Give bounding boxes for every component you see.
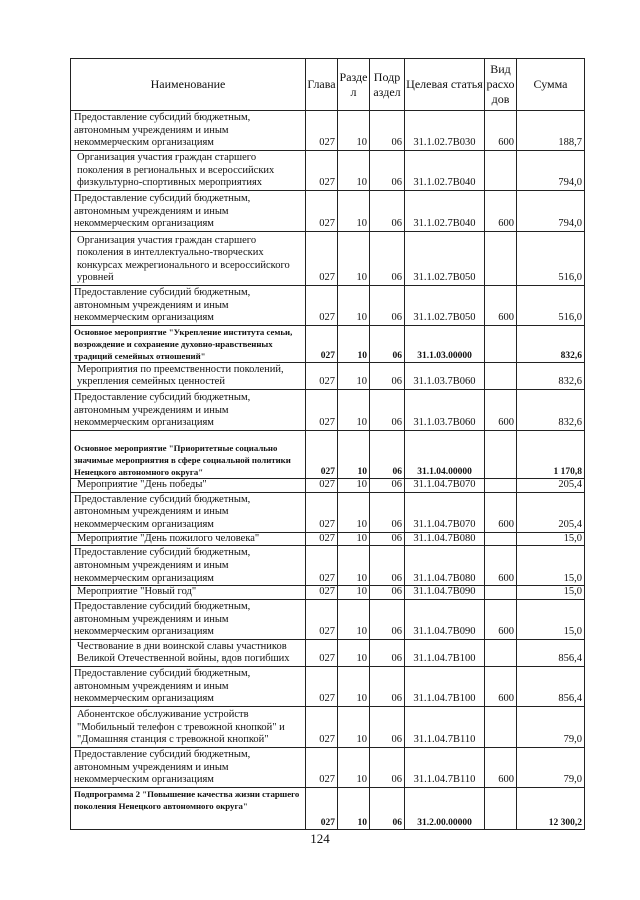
row-razdel: 10 — [338, 492, 370, 532]
row-sum: 1 170,8 — [517, 431, 585, 479]
row-name: Мероприятие "День победы" — [71, 479, 306, 493]
row-razdel: 10 — [338, 390, 370, 431]
row-target: 31.1.02.7В040 — [405, 191, 485, 232]
row-target: 31.1.04.00000 — [405, 431, 485, 479]
row-razdel: 10 — [338, 479, 370, 493]
row-podrazdel: 06 — [370, 532, 405, 546]
row-name: Мероприятие "День пожилого человека" — [71, 532, 306, 546]
table-row — [71, 111, 585, 151]
row-razdel: 10 — [338, 232, 370, 286]
row-name: Предоставление субсидий бюджетным, автономным учреждениям и иным некоммерческим организациям — [71, 546, 306, 586]
table-row — [71, 390, 585, 431]
row-razdel: 10 — [338, 363, 370, 390]
row-target: 31.1.04.7В090 — [405, 586, 485, 600]
row-podrazdel: 06 — [370, 479, 405, 493]
row-vid — [485, 706, 517, 747]
row-target: 31.1.02.7В030 — [405, 111, 485, 151]
row-name: Мероприятие "Новый год" — [71, 586, 306, 600]
row-razdel: 10 — [338, 747, 370, 787]
row-razdel: 10 — [338, 639, 370, 666]
row-name: Предоставление субсидий бюджетным, автономным учреждениям и иным некоммерческим организациям — [71, 599, 306, 639]
row-glava: 027 — [306, 599, 338, 639]
row-glava: 027 — [306, 787, 338, 829]
row-vid — [485, 586, 517, 600]
row-razdel: 10 — [338, 431, 370, 479]
header-row — [71, 59, 585, 111]
row-vid — [485, 639, 517, 666]
row-vid: 600 — [485, 191, 517, 232]
row-sum: 794,0 — [517, 151, 585, 191]
row-name: Основное мероприятие "Укрепление института семьи, возрождение и сохранение духовно-нравственных традиций семейных отношений" — [71, 326, 306, 363]
row-target: 31.1.04.7В090 — [405, 599, 485, 639]
row-vid — [485, 532, 517, 546]
row-name: Предоставление субсидий бюджетным, автономным учреждениям и иным некоммерческим организациям — [71, 492, 306, 532]
row-name: Предоставление субсидий бюджетным, автономным учреждениям и иным некоммерческим организациям — [71, 111, 306, 151]
row-vid: 600 — [485, 286, 517, 326]
row-glava: 027 — [306, 111, 338, 151]
table-row — [71, 363, 585, 390]
row-podrazdel: 06 — [370, 639, 405, 666]
table-row — [71, 151, 585, 191]
row-podrazdel: 06 — [370, 666, 405, 706]
row-sum: 205,4 — [517, 492, 585, 532]
row-razdel: 10 — [338, 787, 370, 829]
row-razdel: 10 — [338, 532, 370, 546]
header-vid: Вид расхо дов — [485, 59, 517, 111]
table-row — [71, 232, 585, 286]
table-row — [71, 546, 585, 586]
row-sum: 516,0 — [517, 286, 585, 326]
row-vid: 600 — [485, 390, 517, 431]
row-razdel: 10 — [338, 546, 370, 586]
row-sum: 832,6 — [517, 326, 585, 363]
row-glava: 027 — [306, 232, 338, 286]
row-name: Абонентское обслуживание устройств "Мобильный телефон с тревожной кнопкой" и "Домашняя станция с тревожной кнопкой" — [71, 706, 306, 747]
row-sum: 15,0 — [517, 586, 585, 600]
row-glava: 027 — [306, 532, 338, 546]
row-podrazdel: 06 — [370, 151, 405, 191]
table-row — [71, 666, 585, 706]
row-podrazdel: 06 — [370, 431, 405, 479]
row-podrazdel: 06 — [370, 492, 405, 532]
row-target: 31.1.03.7В060 — [405, 390, 485, 431]
row-target: 31.1.04.7В070 — [405, 479, 485, 493]
row-vid: 600 — [485, 111, 517, 151]
row-glava: 027 — [306, 706, 338, 747]
row-target: 31.1.03.00000 — [405, 326, 485, 363]
row-target: 31.1.04.7В080 — [405, 546, 485, 586]
table-row — [71, 492, 585, 532]
table-row — [71, 706, 585, 747]
row-podrazdel: 06 — [370, 586, 405, 600]
row-target: 31.2.00.00000 — [405, 787, 485, 829]
row-razdel: 10 — [338, 706, 370, 747]
table-row-main-activity — [71, 326, 585, 363]
row-glava: 027 — [306, 586, 338, 600]
row-vid — [485, 326, 517, 363]
row-glava: 027 — [306, 479, 338, 493]
row-podrazdel: 06 — [370, 363, 405, 390]
row-sum: 15,0 — [517, 532, 585, 546]
row-sum: 79,0 — [517, 747, 585, 787]
row-podrazdel: 06 — [370, 111, 405, 151]
row-name: Подпрограмма 2 "Повышение качества жизни старшего поколения Ненецкого автономного округа" — [71, 787, 306, 829]
row-sum: 15,0 — [517, 599, 585, 639]
row-name: Предоставление субсидий бюджетным, автономным учреждениям и иным некоммерческим организациям — [71, 191, 306, 232]
row-vid — [485, 232, 517, 286]
table-row — [71, 586, 585, 600]
row-glava: 027 — [306, 431, 338, 479]
row-target: 31.1.04.7В100 — [405, 639, 485, 666]
table-row — [71, 479, 585, 493]
row-podrazdel: 06 — [370, 191, 405, 232]
row-glava: 027 — [306, 191, 338, 232]
row-name: Предоставление субсидий бюджетным, автономным учреждениям и иным некоммерческим организациям — [71, 286, 306, 326]
header-glava: Глава — [306, 59, 338, 111]
row-podrazdel: 06 — [370, 747, 405, 787]
row-sum: 516,0 — [517, 232, 585, 286]
table-row — [71, 191, 585, 232]
row-name: Основное мероприятие "Приоритетные социально значимые мероприятия в сфере социальной политики Ненецкого автономного округа" — [71, 431, 306, 479]
row-glava: 027 — [306, 666, 338, 706]
header-sum: Сумма — [517, 59, 585, 111]
row-podrazdel: 06 — [370, 286, 405, 326]
row-sum: 15,0 — [517, 546, 585, 586]
row-target: 31.1.04.7В100 — [405, 666, 485, 706]
row-sum: 856,4 — [517, 666, 585, 706]
row-name: Организация участия граждан старшего поколения в интеллектуально-творческих конкурсах межрегионального и всероссийского уровней — [71, 232, 306, 286]
row-name: Организация участия граждан старшего поколения в региональных и всероссийских физкультурно-спортивных мероприятиях — [71, 151, 306, 191]
row-target: 31.1.02.7В040 — [405, 151, 485, 191]
row-razdel: 10 — [338, 599, 370, 639]
table-row-main-activity — [71, 431, 585, 479]
row-target: 31.1.04.7В070 — [405, 492, 485, 532]
table-row — [71, 639, 585, 666]
row-sum: 856,4 — [517, 639, 585, 666]
row-glava: 027 — [306, 492, 338, 532]
row-name: Предоставление субсидий бюджетным, автономным учреждениям и иным некоммерческим организациям — [71, 390, 306, 431]
table-row — [71, 599, 585, 639]
row-vid: 600 — [485, 599, 517, 639]
row-razdel: 10 — [338, 191, 370, 232]
row-razdel: 10 — [338, 111, 370, 151]
row-razdel: 10 — [338, 586, 370, 600]
row-sum: 832,6 — [517, 390, 585, 431]
row-podrazdel: 06 — [370, 390, 405, 431]
row-podrazdel: 06 — [370, 787, 405, 829]
row-vid: 600 — [485, 492, 517, 532]
row-vid: 600 — [485, 546, 517, 586]
row-target: 31.1.04.7В110 — [405, 706, 485, 747]
row-vid: 600 — [485, 666, 517, 706]
row-podrazdel: 06 — [370, 706, 405, 747]
row-razdel: 10 — [338, 151, 370, 191]
row-podrazdel: 06 — [370, 326, 405, 363]
page-number: 124 — [310, 831, 330, 846]
row-sum: 794,0 — [517, 191, 585, 232]
row-target: 31.1.02.7В050 — [405, 232, 485, 286]
header-podrazdel: Подр аздел — [370, 59, 405, 111]
row-razdel: 10 — [338, 286, 370, 326]
row-target: 31.1.02.7В050 — [405, 286, 485, 326]
row-name: Предоставление субсидий бюджетным, автономным учреждениям и иным некоммерческим организациям — [71, 666, 306, 706]
row-sum: 205,4 — [517, 479, 585, 493]
header-target: Целевая статья — [405, 59, 485, 111]
row-name: Предоставление субсидий бюджетным, автономным учреждениям и иным некоммерческим организациям — [71, 747, 306, 787]
row-vid — [485, 363, 517, 390]
row-vid: 600 — [485, 747, 517, 787]
row-vid — [485, 479, 517, 493]
row-name: Мероприятия по преемственности поколений, укрепления семейных ценностей — [71, 363, 306, 390]
table-row-subprogram — [71, 787, 585, 829]
row-glava: 027 — [306, 639, 338, 666]
row-sum: 79,0 — [517, 706, 585, 747]
row-glava: 027 — [306, 286, 338, 326]
row-sum: 12 300,2 — [517, 787, 585, 829]
row-razdel: 10 — [338, 326, 370, 363]
row-glava: 027 — [306, 151, 338, 191]
table-row — [71, 286, 585, 326]
table-row — [71, 747, 585, 787]
row-glava: 027 — [306, 326, 338, 363]
row-vid — [485, 431, 517, 479]
row-glava: 027 — [306, 747, 338, 787]
header-name: Наименование — [71, 59, 306, 111]
row-podrazdel: 06 — [370, 599, 405, 639]
row-name: Чествование в дни воинской славы участников Великой Отечественной войны, вдов погибших — [71, 639, 306, 666]
row-podrazdel: 06 — [370, 546, 405, 586]
row-glava: 027 — [306, 390, 338, 431]
row-target: 31.1.04.7В110 — [405, 747, 485, 787]
row-glava: 027 — [306, 363, 338, 390]
row-target: 31.1.04.7В080 — [405, 532, 485, 546]
row-podrazdel: 06 — [370, 232, 405, 286]
row-target: 31.1.03.7В060 — [405, 363, 485, 390]
row-sum: 188,7 — [517, 111, 585, 151]
table-row — [71, 532, 585, 546]
header-razdel: Разде л — [338, 59, 370, 111]
row-glava: 027 — [306, 546, 338, 586]
row-vid — [485, 151, 517, 191]
row-razdel: 10 — [338, 666, 370, 706]
row-vid — [485, 787, 517, 829]
table-body — [71, 111, 585, 830]
row-sum: 832,6 — [517, 363, 585, 390]
budget-table — [70, 58, 585, 830]
